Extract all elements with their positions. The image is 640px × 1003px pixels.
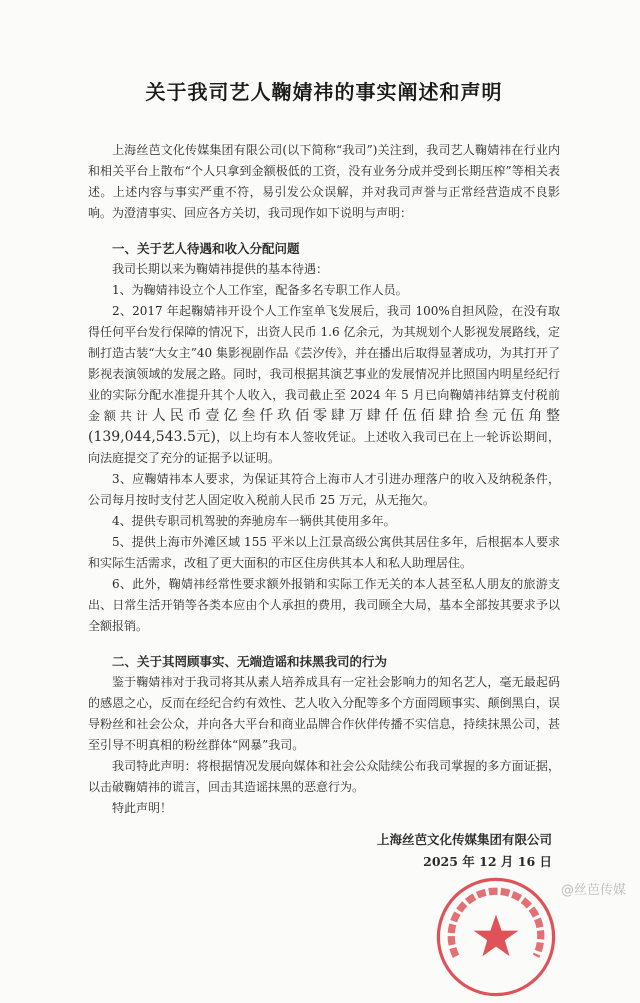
document-body (88, 140, 560, 819)
watermark: @丝芭传媒 (560, 883, 626, 898)
section-2-paragraph-1: 鉴于鞠婧祎对于我司将其从素人培养成具有一定社会影响力的知名艺人，毫无最起码的感恩之心，反而在经纪合约有效性、艺人收入分配等多个方面罔顾事实、颠倒黑白，误导粉丝和社会公众，并向各大平台和商业品牌合作伙伴传播不实信息，持续抹黑公司，甚至引导不明真相的粉丝群体“网暴”我司。 (88, 675, 560, 752)
signature-block (88, 829, 560, 873)
item-4: 4、提供专职司机驾驶的奔驰房车一辆供其使用多年。 (112, 514, 396, 528)
item-5: 5、提供上海市外滩区域 155 平米以上江景高级公寓供其居住多年，后根据本人要求和实际生活需求，改租了更大面积的市区住房供其本人和私人助理居住。 (88, 535, 560, 570)
item-2-text-b: ，以上均有本人签收凭证。上述收入我司已在上一轮诉讼期间，向法庭提交了充分的证据予以证明。 (88, 430, 560, 465)
item-1: 1、为鞠婧祎设立个人工作室，配备多名专职工作人员。 (112, 283, 408, 297)
section-1-lead: 我司长期以来为鞠婧祎提供的基本待遇： (112, 262, 329, 276)
item-2 (88, 301, 560, 469)
stamp-area (88, 873, 560, 1003)
document-page (88, 78, 560, 1003)
signature-date: 2025 年 12 月 16 日 (423, 854, 552, 869)
closing-statement: 特此声明！ (112, 801, 173, 815)
income-amount: 人民币壹亿叁仟玖佰零肆万肆仟伍佰肆拾叁元伍角整(139,044,543.5元) (88, 408, 560, 445)
item-6: 6、此外，鞠婧祎经常性要求额外报销和实际工作无关的本人甚至私人朋友的旅游支出、日常生活开销等各类本应由个人承担的费用，我司顾全大局，基本全部按其要求予以全额报销。 (88, 577, 560, 633)
document-title: 关于我司艺人鞠婧祎的事实阐述和声明 (145, 80, 503, 104)
company-seal-stamp (432, 873, 560, 1001)
star-icon (474, 915, 519, 957)
item-3: 3、应鞠婧祎本人要求，为保证其符合上海市人才引进办理落户的收入及纳税条件，公司每月按时支付艺人固定收入税前人民币 25 万元，从无拖欠。 (88, 472, 560, 507)
section-2-paragraph-2: 我司特此声明：将根据情况发展向媒体和社会公众陆续公布我司掌握的多方面证据，以击破鞠婧祎的谎言，回击其造谣抹黑的恶意行为。 (88, 759, 560, 794)
item-2-text-a: 2、2017 年起鞠婧祎开设个人工作室单飞发展后，我司 100%自担风险，在没有取得任何平台发行保障的情况下，出资人民币 1.6 亿余元，为其规划个人影视发展路线，定制打造古装“大女主”40 集影视剧作品《芸汐传》，并在播出后取得显著成功，为其打开了影视表演领域的发展之路。同时，我司根据其演艺事业的发展情况并比照国内明星经纪行业的实际分配水准提升其个人收入，我司截止至 2024 年 5 月已向鞠婧祎结算支付税前金额共计 (88, 304, 560, 423)
section-1-heading: 一、关于艺人待遇和收入分配问题 (112, 241, 300, 256)
intro-paragraph: 上海丝芭文化传媒集团有限公司(以下简称“我司”)关注到，我司艺人鞠婧祎在行业内和相关平台上散布“个人只拿到金额极低的工资，没有业务分成并受到长期压榨”等相关表述。上述内容与事实严重不符，易引发公众误解，并对我司声誉与正常经营造成不良影响。为澄清事实、回应各方关切，我司现作如下说明与声明： (88, 143, 560, 220)
signature-company: 上海丝芭文化传媒集团有限公司 (376, 832, 552, 847)
section-2-heading: 二、关于其罔顾事实、无端造谣和抹黑我司的行为 (112, 654, 388, 669)
